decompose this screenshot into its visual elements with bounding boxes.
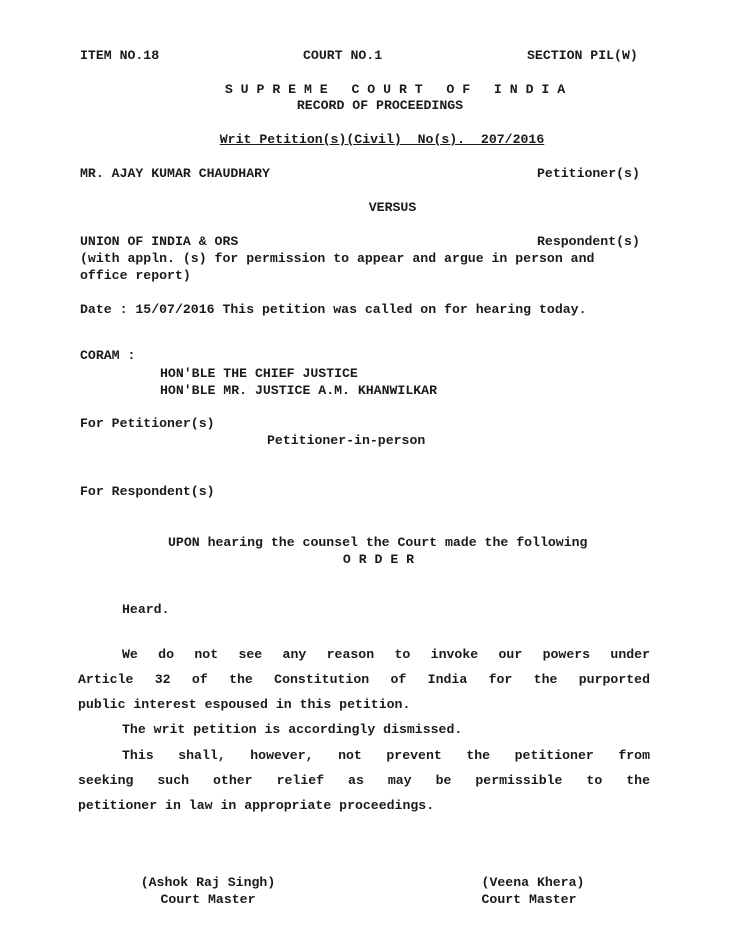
order-para3-line2: seeking such other relief as may be permissible to the [78,773,650,788]
court-title: S U P R E M E C O U R T O F I N D I A [224,82,566,97]
versus-label: VERSUS [368,200,417,215]
coram-label: CORAM : [80,348,136,363]
order-heard: Heard. [122,602,170,617]
order-intro: UPON hearing the counsel the Court made the following [168,535,588,550]
respondent-note-line1: (with appln. (s) for permission to appear and argue in person and [80,251,595,266]
signature-right-name: (Veena Khera) [481,875,585,890]
respondent-role: Respondent(s) [537,234,640,249]
signature-left-name: (Ashok Raj Singh) [140,875,276,890]
coram-judge-1: HON'BLE THE CHIEF JUSTICE [160,366,358,381]
petitioner-name: MR. AJAY KUMAR CHAUDHARY [80,166,270,181]
order-para2: The writ petition is accordingly dismissed. [122,722,463,737]
record-title: RECORD OF PROCEEDINGS [296,98,464,113]
court-number: COURT NO.1 [303,48,383,63]
signature-right-title: Court Master [481,892,577,907]
order-para3-line1: This shall, however, not prevent the petitioner from [122,748,650,763]
for-petitioner-label: For Petitioner(s) [80,416,215,431]
section-label: SECTION PIL(W) [527,48,638,63]
coram-judge-2: HON'BLE MR. JUSTICE A.M. KHANWILKAR [160,383,437,398]
respondent-note-line2: office report) [80,268,191,283]
petitioner-role: Petitioner(s) [537,166,640,181]
order-title: O R D E R [342,552,415,567]
hearing-date-line: Date : 15/07/2016 This petition was called on for hearing today. [80,302,587,317]
order-para1-line2: Article 32 of the Constitution of India for the purported [78,672,650,687]
order-para3-line3: petitioner in law in appropriate proceedings. [78,798,435,813]
signature-left-title: Court Master [160,892,256,907]
respondent-name: UNION OF INDIA & ORS [80,234,239,249]
order-para1-line1: We do not see any reason to invoke our powers under [122,647,650,662]
petitioner-counsel: Petitioner-in-person [267,433,426,448]
case-number: Writ Petition(s)(Civil) No(s). 207/2016 [219,132,545,147]
order-para1-line3: public interest espoused in this petition. [78,697,411,712]
for-respondent-label: For Respondent(s) [80,484,215,499]
item-number: ITEM NO.18 [80,48,160,63]
